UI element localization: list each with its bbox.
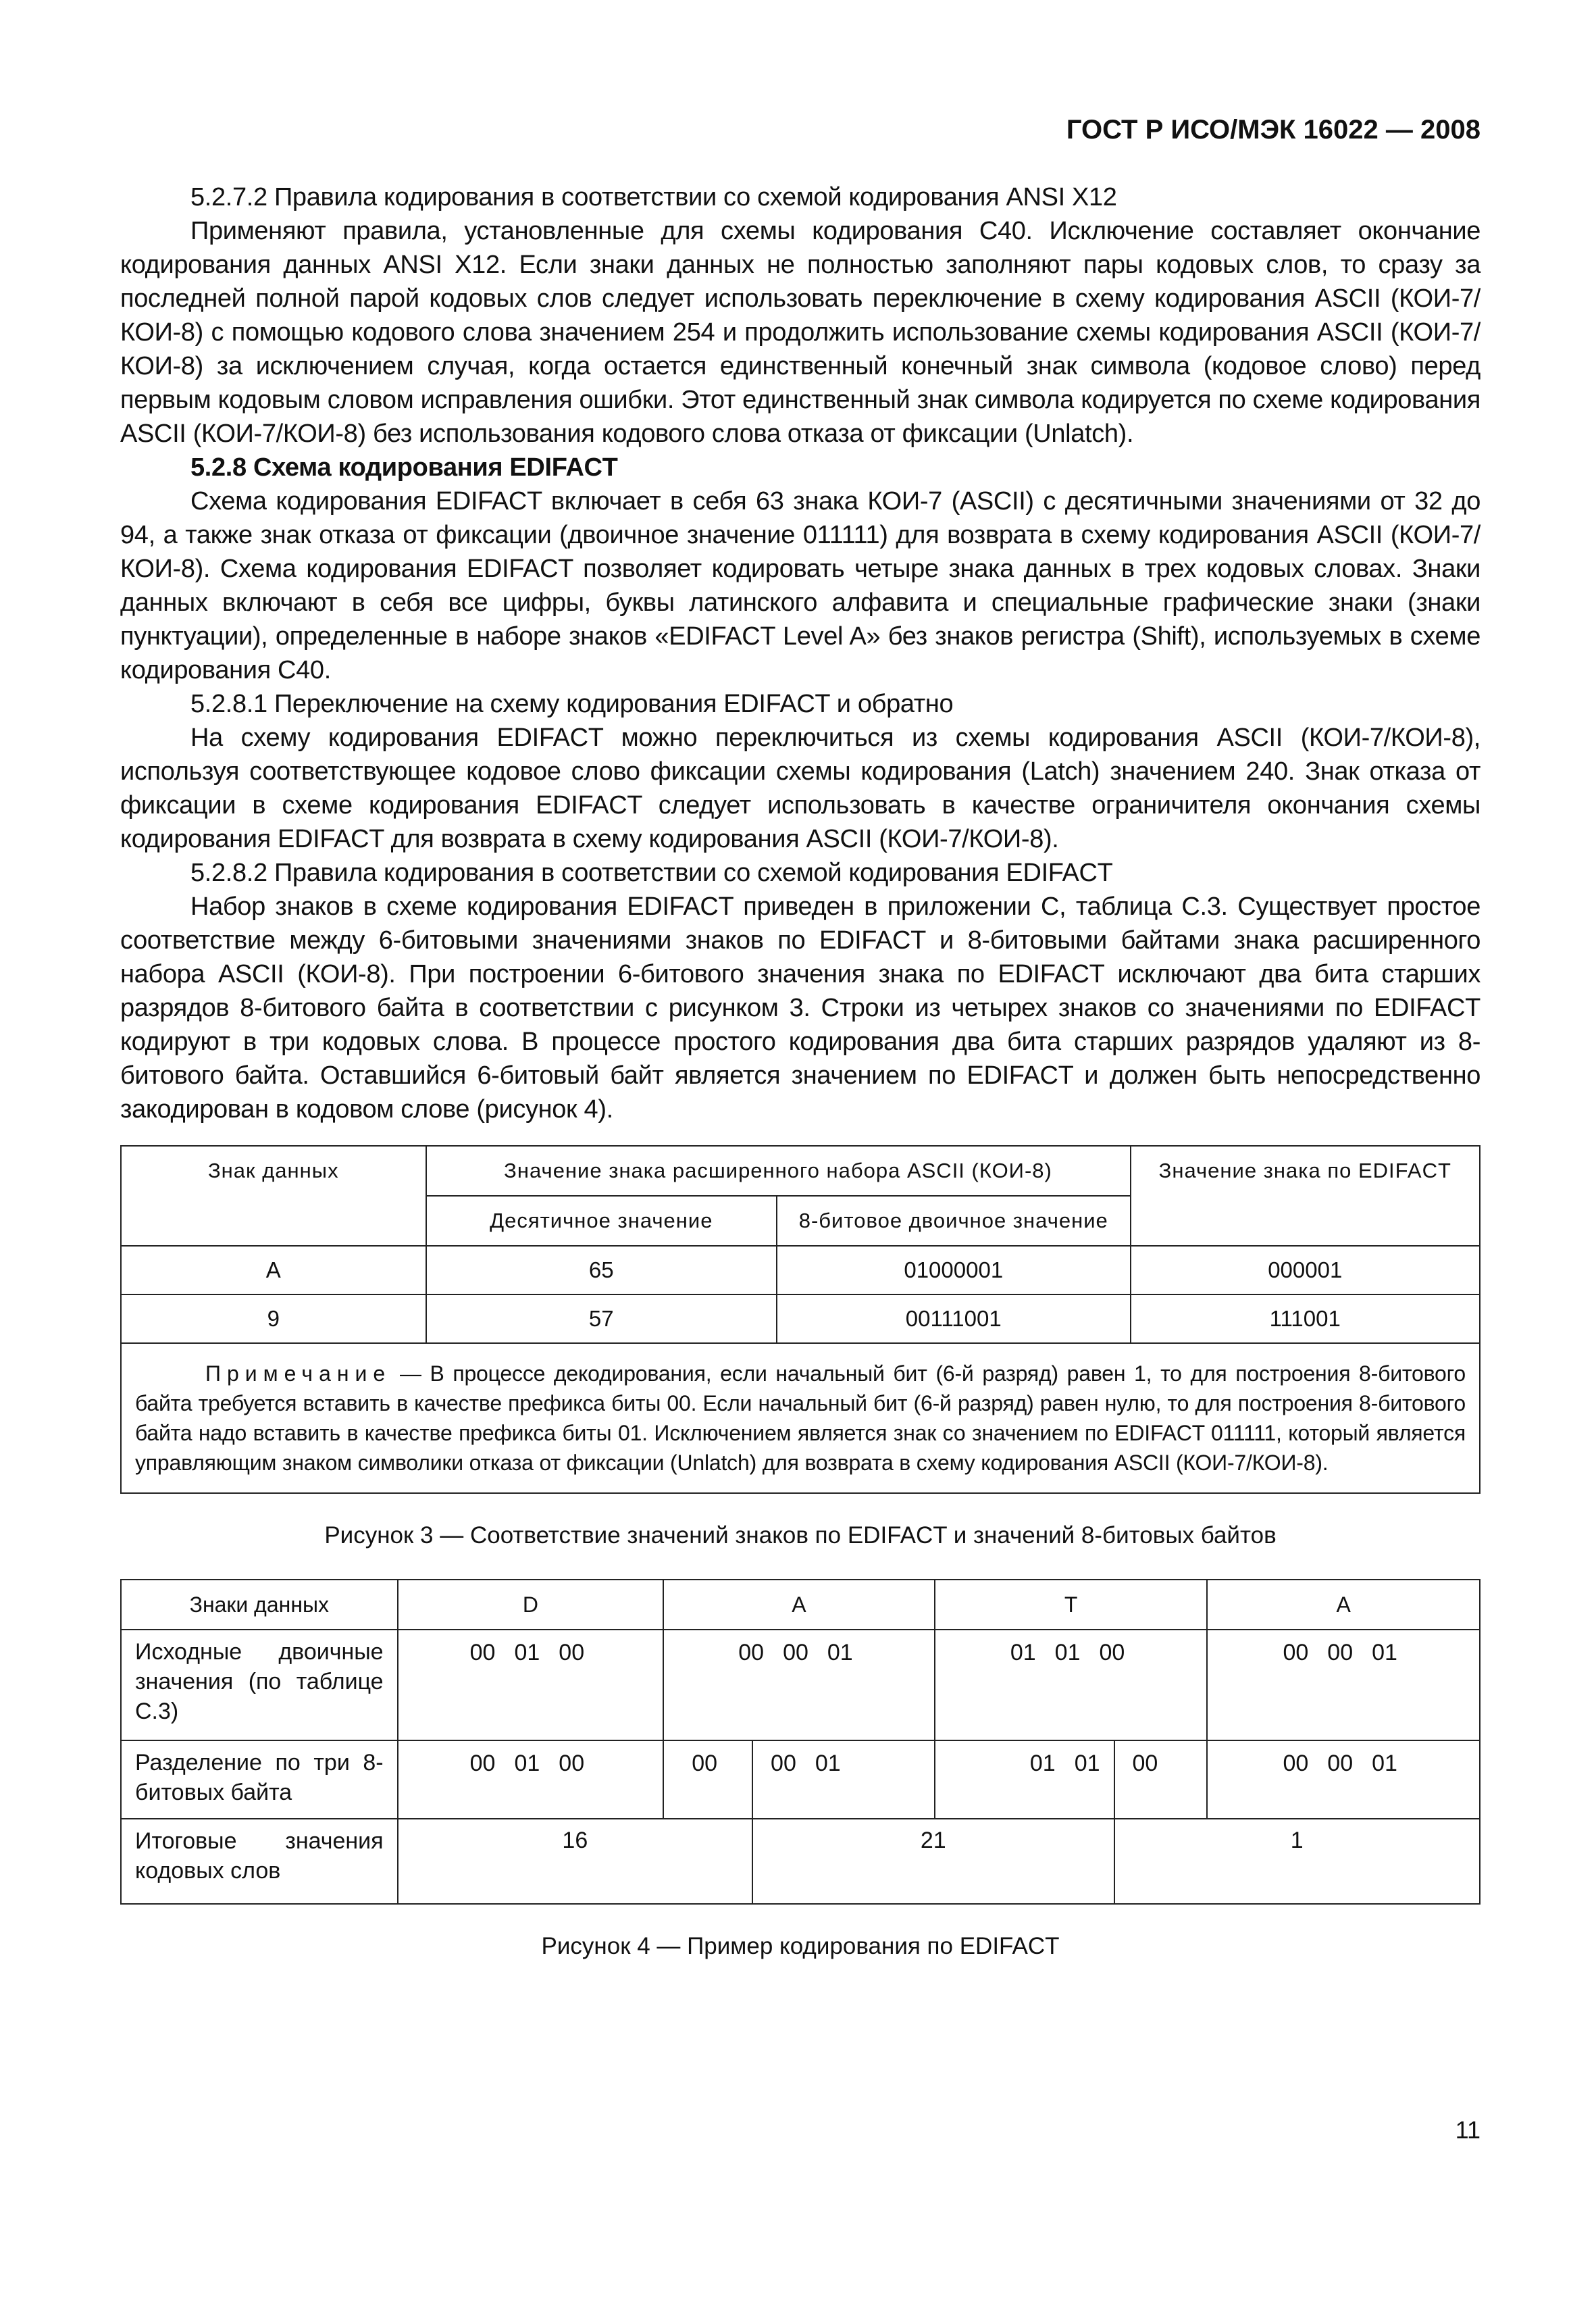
codeword-1: 16 [398,1819,752,1904]
bit-pair: 01 [514,1640,540,1665]
figure-3-table [120,1145,1481,1494]
bit-pair: 01 [1054,1640,1081,1665]
figure-4-table [120,1579,1481,1905]
note-text: — В процессе декодирования, если начальный бит (6-й разряд) равен 1, то для построения 8-битового байта требуется вставить в качестве префикса биты 00. Если начальный бит (6-й разряд) равен нулю, то для построения 8-битового байта надо вставить в качестве префикса биты 01. Исключением является знак со значением по EDIFACT 011111, который является управляющим знаком символики отказа от фиксации (Unlatch) для возврата в схему кодирования ASCII (КОИ-7/КОИ-8). [135,1361,1466,1475]
table-row [121,1294,1480,1343]
header-ascii-group: Значение знака расширенного набора ASCII (КОИ-8) [426,1146,1131,1196]
char-d: D [398,1580,664,1630]
bit-pair: 01 [815,1751,841,1776]
bit-pair: 00 [1327,1640,1354,1665]
paragraph: Набор знаков в схеме кодирования EDIFACT приведен в приложении С, таблица С.3. Существует простое соответствие между 6-битовыми значениями знаков по EDIFACT и 8-битовыми байтами знака расширенного набора ASCII (КОИ-8). При построении 6-битового значения знака по EDIFACT исключают два бита старших разрядов 8-битового байта в соответствии с рисунком 3. Строки из четырех знаков со значениями по EDIFACT кодируют в три кодовых слова. В процессе простого кодирования два бита старших разрядов удаляют из 8-битового байта. Оставшийся 6-битовый байт является значением по EDIFACT и должен быть непосредственно закодирован в кодовом слове (рисунок 4). [120,892,1481,1124]
codeword-2: 21 [752,1819,1114,1904]
row-label-result: Итоговые значения кодовых слов [121,1819,398,1904]
document-header: ГОСТ Р ИСО/МЭК 16022 — 2008 [1066,115,1481,145]
cell-char: A [121,1246,426,1294]
cell-binary8: 00111001 [777,1294,1130,1343]
bit-pair: 01 [1074,1751,1100,1776]
split-bits-6 [1207,1740,1480,1819]
row-label-chars: Знаки данных [121,1580,398,1630]
cell-binary8: 01000001 [777,1246,1130,1294]
bit-pair: 00 [469,1751,496,1776]
bit-pair: 01 [827,1640,853,1665]
bit-pair: 00 [783,1640,808,1665]
bit-pair: 00 [738,1640,765,1665]
bit-pair: 00 [1283,1751,1309,1776]
source-bits-a [663,1630,935,1740]
bit-pair: 01 [514,1751,540,1776]
header-binary8: 8-битовое двоичное значение [777,1196,1130,1246]
source-bits-d [398,1630,664,1740]
section-heading-5-2-8: 5.2.8 Схема кодирования EDIFACT [190,453,618,482]
bit-pair: 00 [559,1640,585,1665]
char-a: A [663,1580,935,1630]
bit-pair: 01 [1372,1640,1397,1665]
bit-pair: 01 [1010,1640,1036,1665]
source-bits-a2 [1207,1630,1480,1740]
split-bits-1 [398,1740,664,1819]
bit-pair: 00 [1099,1640,1125,1665]
split-bits-2 [663,1740,752,1819]
bit-pair: 00 [1327,1751,1354,1776]
paragraph: Применяют правила, установленные для схемы кодирования С40. Исключение составляет окончание кодирования данных ANSI X12. Если знаки данных не полностью заполняют пары кодовых слов, то сразу за последней полной парой кодовых слов следует использовать переключение в схему кодирования ASCII (КОИ-7/КОИ-8) с помощью кодового слова значением 254 и продолжить использование схемы кодирования ASCII (КОИ-7/КОИ-8) за исключением случая, когда остается единственный конечный знак символа (кодовое слово) перед первым кодовым словом исправления ошибки. Этот единственный знак символа кодируется по схеме кодирования ASCII (КОИ-7/КОИ-8) без использования кодового слова отказа от фиксации (Unlatch). [120,217,1481,448]
table-row [121,1246,1480,1294]
char-a: A [1207,1580,1480,1630]
figure-4-caption: Рисунок 4 — Пример кодирования по EDIFACT [541,1933,1060,1959]
header-data-char: Знак данных [121,1146,426,1246]
cell-edifact: 111001 [1131,1294,1481,1343]
header-decimal: Десятичное значение [426,1196,777,1246]
page-number: 11 [1455,2116,1481,2144]
source-bits-t [935,1630,1208,1740]
section-heading-5-2-7-2: 5.2.7.2 Правила кодирования в соответствии со схемой кодирования ANSI X12 [190,183,1117,211]
section-heading-5-2-8-1: 5.2.8.1 Переключение на схему кодирования EDIFACT и обратно [190,690,954,718]
bit-pair: 01 [1372,1751,1397,1776]
bit-pair: 00 [469,1640,496,1665]
bit-pair: 00 [1132,1751,1158,1776]
bit-pair: 00 [771,1751,796,1776]
codeword-3: 1 [1114,1819,1480,1904]
row-label-split: Разделение по три 8-битовых байта [121,1740,398,1819]
cell-edifact: 000001 [1131,1246,1481,1294]
paragraph: Схема кодирования EDIFACT включает в себя 63 знака КОИ-7 (ASCII) с десятичными значениями от 32 до 94, а также знак отказа от фиксации (двоичное значение 011111) для возврата в схему кодирования ASCII (КОИ-7/КОИ-8). Схема кодирования EDIFACT позволяет кодировать четыре знака данных в трех кодовых словах. Знаки данных включают в себя все цифры, буквы латинского алфавита и специальные графические знаки (знаки пунктуации), определенные в наборе знаков «EDIFACT Level A» без знаков регистра (Shift), используемых в схеме кодирования С40. [120,487,1481,684]
figure-3-note [121,1343,1480,1493]
cell-decimal: 65 [426,1246,777,1294]
section-heading-5-2-8-2: 5.2.8.2 Правила кодирования в соответствии со схемой кодирования EDIFACT [190,859,1113,887]
body-text [120,180,1481,1126]
bit-pair: 00 [1283,1640,1309,1665]
cell-decimal: 57 [426,1294,777,1343]
bit-pair: 01 [1029,1751,1056,1776]
note-label: Примечание [205,1361,392,1386]
cell-char: 9 [121,1294,426,1343]
document-page [120,115,1481,1960]
paragraph: На схему кодирования EDIFACT можно переключиться из схемы кодирования ASCII (КОИ-7/КОИ-8), используя соответствующее кодовое слово фиксации схемы кодирования (Latch) значением 240. Знак отказа от фиксации в схеме кодирования EDIFACT следует использовать в качестве ограничителя окончания схемы кодирования EDIFACT для возврата в схему кодирования ASCII (КОИ-7/КОИ-8). [120,724,1481,853]
figure-3-caption: Рисунок 3 — Соответствие значений знаков по EDIFACT и значений 8-битовых байтов [324,1522,1277,1549]
header-edifact: Значение знака по EDIFACT [1131,1146,1481,1246]
split-bits-5 [1114,1740,1208,1819]
split-bits-4 [935,1740,1114,1819]
split-bits-3 [752,1740,935,1819]
bit-pair: 00 [692,1751,718,1776]
row-label-source: Исходные двоичные значения (по таблице С.3) [121,1630,398,1740]
bit-pair: 00 [559,1751,585,1776]
char-t: T [935,1580,1208,1630]
